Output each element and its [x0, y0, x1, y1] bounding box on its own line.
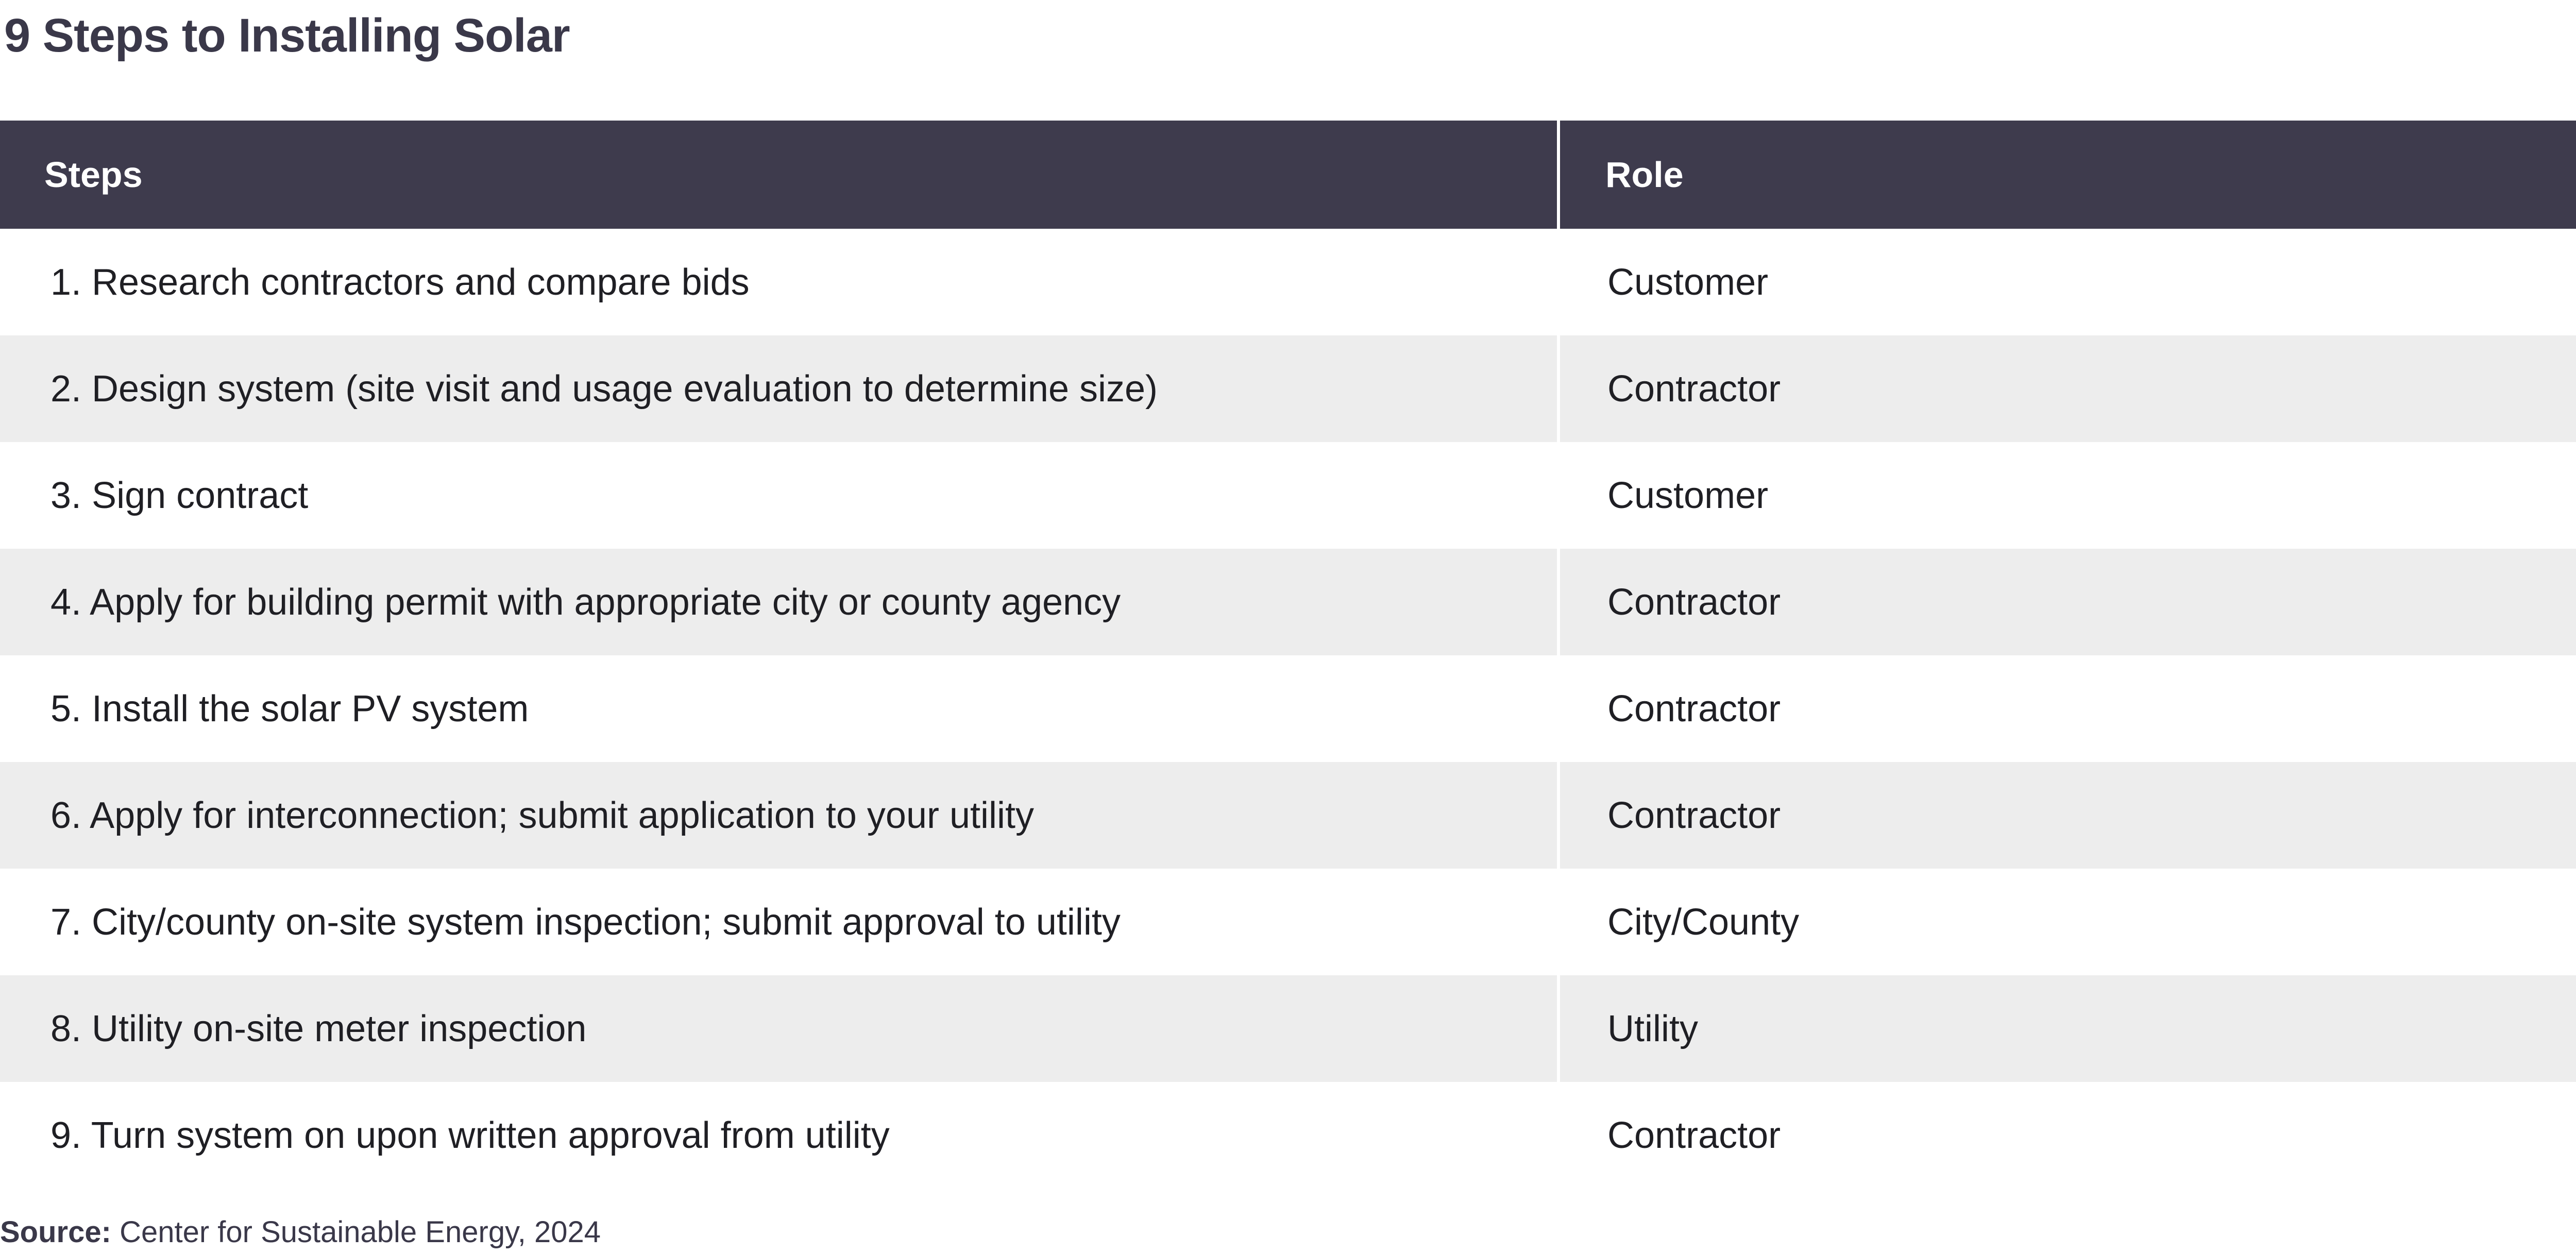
- step-cell: 5. Install the solar PV system: [0, 655, 1557, 762]
- table-row: [0, 549, 2576, 655]
- table-header-row: [0, 121, 2576, 229]
- table-row: [0, 762, 2576, 869]
- table-row: [0, 1082, 2576, 1189]
- table-row: [0, 442, 2576, 549]
- header-steps: Steps: [0, 121, 1557, 229]
- role-cell: City/County: [1560, 869, 2576, 975]
- role-cell: Contractor: [1560, 335, 2576, 442]
- role-cell: Utility: [1560, 975, 2576, 1082]
- table-row: [0, 975, 2576, 1082]
- role-cell: Customer: [1560, 229, 2576, 335]
- table-row: [0, 655, 2576, 762]
- step-cell: 1. Research contractors and compare bids: [0, 229, 1557, 335]
- source-text: Center for Sustainable Energy, 2024: [120, 1215, 601, 1249]
- step-cell: 6. Apply for interconnection; submit application to your utility: [0, 762, 1557, 869]
- step-cell: 4. Apply for building permit with appropriate city or county agency: [0, 549, 1557, 655]
- step-cell: 7. City/county on-site system inspection; submit approval to utility: [0, 869, 1557, 975]
- role-cell: Customer: [1560, 442, 2576, 549]
- source-label: Source:: [0, 1215, 111, 1249]
- role-cell: Contractor: [1560, 762, 2576, 869]
- step-cell: 2. Design system (site visit and usage evaluation to determine size): [0, 335, 1557, 442]
- role-cell: Contractor: [1560, 549, 2576, 655]
- step-cell: 8. Utility on-site meter inspection: [0, 975, 1557, 1082]
- header-role: Role: [1560, 121, 2576, 229]
- step-cell: 9. Turn system on upon written approval from utility: [0, 1082, 1557, 1189]
- step-cell: 3. Sign contract: [0, 442, 1557, 549]
- table-row: [0, 869, 2576, 975]
- role-cell: Contractor: [1560, 655, 2576, 762]
- source-note: [0, 1212, 601, 1253]
- role-cell: Contractor: [1560, 1082, 2576, 1189]
- table-row: [0, 229, 2576, 335]
- table-row: [0, 335, 2576, 442]
- steps-table: [0, 121, 2576, 1189]
- page-title: 9 Steps to Installing Solar: [4, 9, 570, 62]
